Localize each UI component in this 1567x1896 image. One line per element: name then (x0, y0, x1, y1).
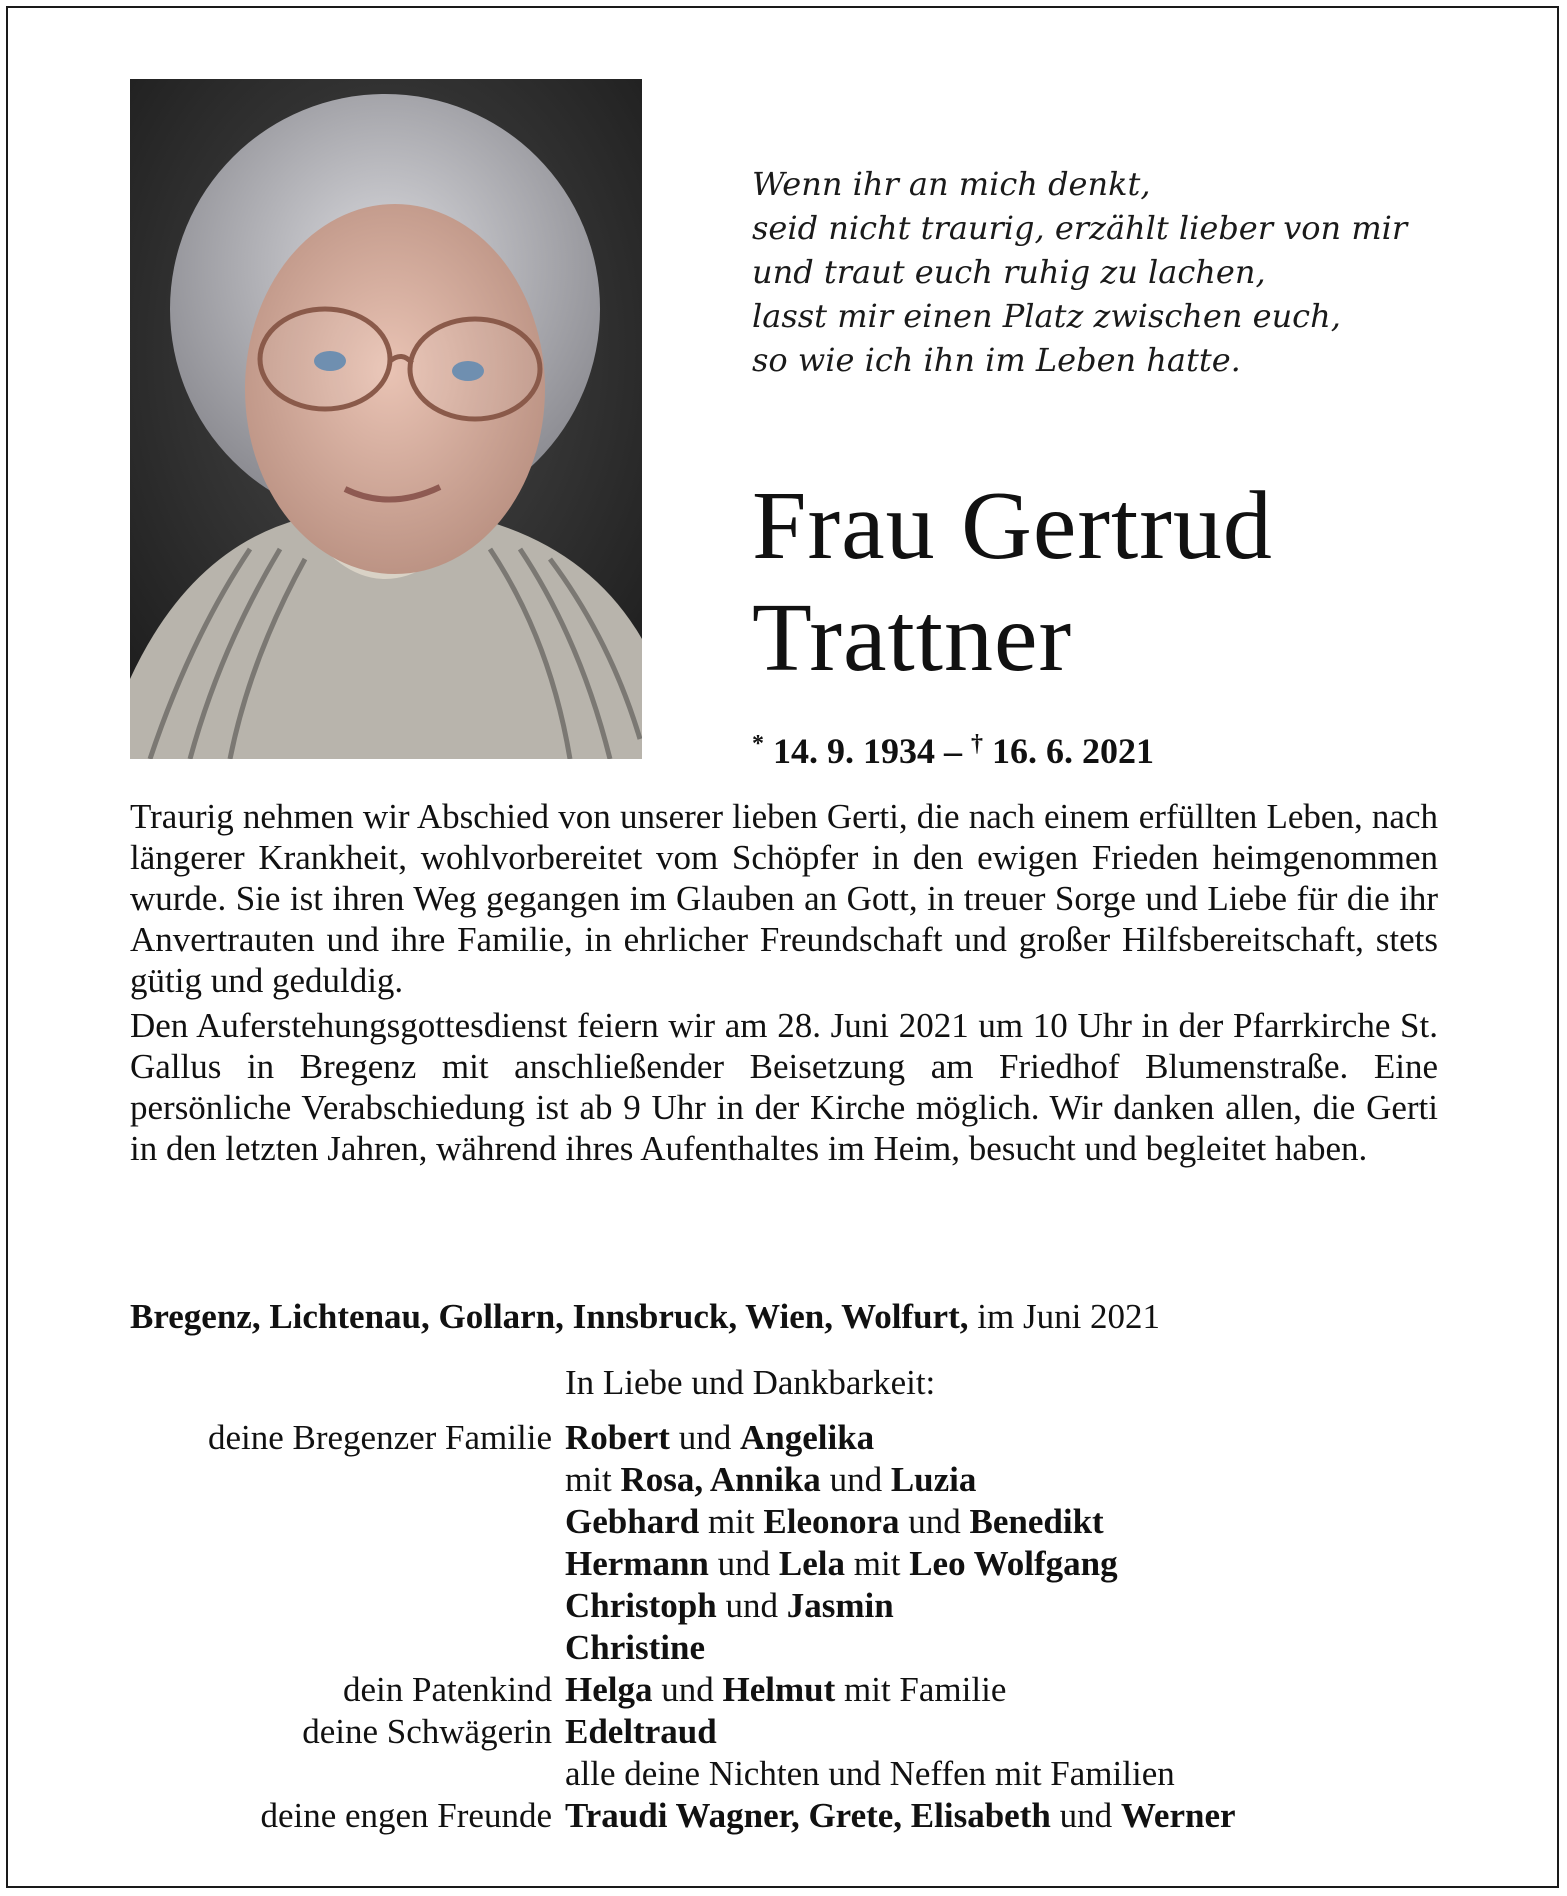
mourner-row (0, 1417, 1567, 1459)
places-line (130, 1296, 1160, 1338)
mourner-names (565, 1501, 1104, 1543)
mourner-connector: und (899, 1502, 970, 1541)
mourner-name: Werner (1120, 1796, 1236, 1835)
mourner-row (0, 1459, 1567, 1501)
mourner-name: Hermann (565, 1544, 709, 1583)
poem-line: seid nicht traurig, erzählt lieber von mir (752, 209, 1408, 247)
deceased-name (752, 470, 1273, 694)
mourner-name: Luzia (890, 1460, 977, 1499)
places-towns: Bregenz, Lichtenau, Gollarn, Innsbruck, Wien, Wolfurt, (130, 1297, 969, 1336)
mourner-names (565, 1417, 874, 1459)
mourner-relation: deine Schwägerin (302, 1712, 552, 1751)
mourner-row (0, 1795, 1567, 1837)
mourner-name: Traudi Wagner, Grete, Elisabeth (565, 1796, 1051, 1835)
mourner-name: Gebhard (565, 1502, 700, 1541)
mourner-connector: und (716, 1586, 787, 1625)
mourner-connector: mit (565, 1460, 621, 1499)
mourner-row (0, 1627, 1567, 1669)
mourner-name: Robert (565, 1418, 670, 1457)
mourner-connector: mit (699, 1502, 764, 1541)
mourner-name: Edeltraud (565, 1712, 717, 1751)
name-line-last: Trattner (752, 584, 1073, 692)
mourner-names (565, 1669, 1006, 1711)
mourner-connector: alle deine Nichten und Neffen mit Familien (565, 1754, 1175, 1793)
mourner-names (565, 1585, 894, 1627)
mourner-row (0, 1501, 1567, 1543)
mourner-name: Angelika (739, 1418, 875, 1457)
mourner-names (565, 1711, 717, 1753)
birth-symbol: * (752, 731, 764, 757)
name-line-first: Frau Gertrud (752, 472, 1273, 580)
mourners-list (0, 1417, 1567, 1837)
mourner-name: Helga (565, 1670, 653, 1709)
date-dash: – (935, 731, 971, 771)
death-date: 16. 6. 2021 (992, 731, 1154, 771)
mourner-name: Leo Wolfgang (909, 1544, 1118, 1583)
mourner-connector: und (1050, 1796, 1121, 1835)
portrait-photo (130, 79, 642, 759)
mourner-connector: und (820, 1460, 891, 1499)
mourner-names (565, 1543, 1118, 1585)
mourner-relation: deine Bregenzer Familie (207, 1418, 552, 1457)
mourner-row (0, 1543, 1567, 1585)
poem-line: Wenn ihr an mich denkt, (752, 165, 1151, 203)
mourner-name: Lela (778, 1544, 845, 1583)
paragraph-service: Den Auferstehungsgottesdienst feiern wir am 28. Juni 2021 um 10 Uhr in der Pfarrkirche St. Gallus in Bregenz mit anschließender Beisetzung am Friedhof Blumenstraße. Eine persönliche Verabschiedung ist ab 9 Uhr in der Kirche möglich. Wir danken allen, die Gerti in den letzten Jahren, während ihres Aufenthaltes im Heim, besucht und begleitet haben. (130, 1006, 1438, 1168)
mourner-connector: und (652, 1670, 723, 1709)
mourner-row (0, 1711, 1567, 1753)
mourner-name: Eleonora (763, 1502, 900, 1541)
mourner-names (565, 1459, 976, 1501)
mourner-name: Christoph (565, 1586, 717, 1625)
birth-date: 14. 9. 1934 (773, 731, 935, 771)
mourner-connector: und (708, 1544, 779, 1583)
mourners-intro: In Liebe und Dankbarkeit: (565, 1363, 936, 1402)
poem-line: lasst mir einen Platz zwischen euch, (752, 297, 1341, 335)
mourner-relation: dein Patenkind (343, 1670, 552, 1709)
mourner-names (565, 1795, 1236, 1837)
poem-line: und traut euch ruhig zu lachen, (752, 253, 1266, 291)
poem-line: so wie ich ihn im Leben hatte. (752, 341, 1241, 379)
mourner-relation: deine engen Freunde (260, 1796, 552, 1835)
mourner-connector: und (669, 1418, 740, 1457)
paragraph-farewell: Traurig nehmen wir Abschied von unserer lieben Gerti, die nach einem erfüllten Leben, nach längerer Krankheit, wohlvorbereitet vom Schöpfer in den ewigen Frieden heimgenommen wurde. Sie ist ihren Weg gegangen im Glauben an Gott, in treuer Sorge und Liebe für die ihr Anvertrauten und ihre Familie, in ehrlicher Freundschaft und großer Hilfsbereitschaft, stets gütig und geduldig. (130, 797, 1438, 1000)
mourner-row (0, 1753, 1567, 1795)
mourner-name: Benedikt (969, 1502, 1104, 1541)
mourner-name: Christine (565, 1628, 705, 1667)
mourner-name: Helmut (722, 1670, 836, 1709)
life-dates (752, 722, 1154, 773)
mourner-names (565, 1753, 1175, 1795)
places-date: im Juni 2021 (968, 1297, 1161, 1336)
mourner-connector: mit (845, 1544, 910, 1583)
mourner-name: Jasmin (786, 1586, 894, 1625)
mourner-row (0, 1585, 1567, 1627)
mourner-row (0, 1669, 1567, 1711)
obituary-text (130, 796, 1438, 1173)
death-symbol: † (971, 731, 983, 757)
mourner-connector: mit Familie (835, 1670, 1007, 1709)
mourner-names (565, 1627, 705, 1669)
mourner-name: Rosa, Annika (620, 1460, 821, 1499)
poem (752, 162, 1512, 382)
